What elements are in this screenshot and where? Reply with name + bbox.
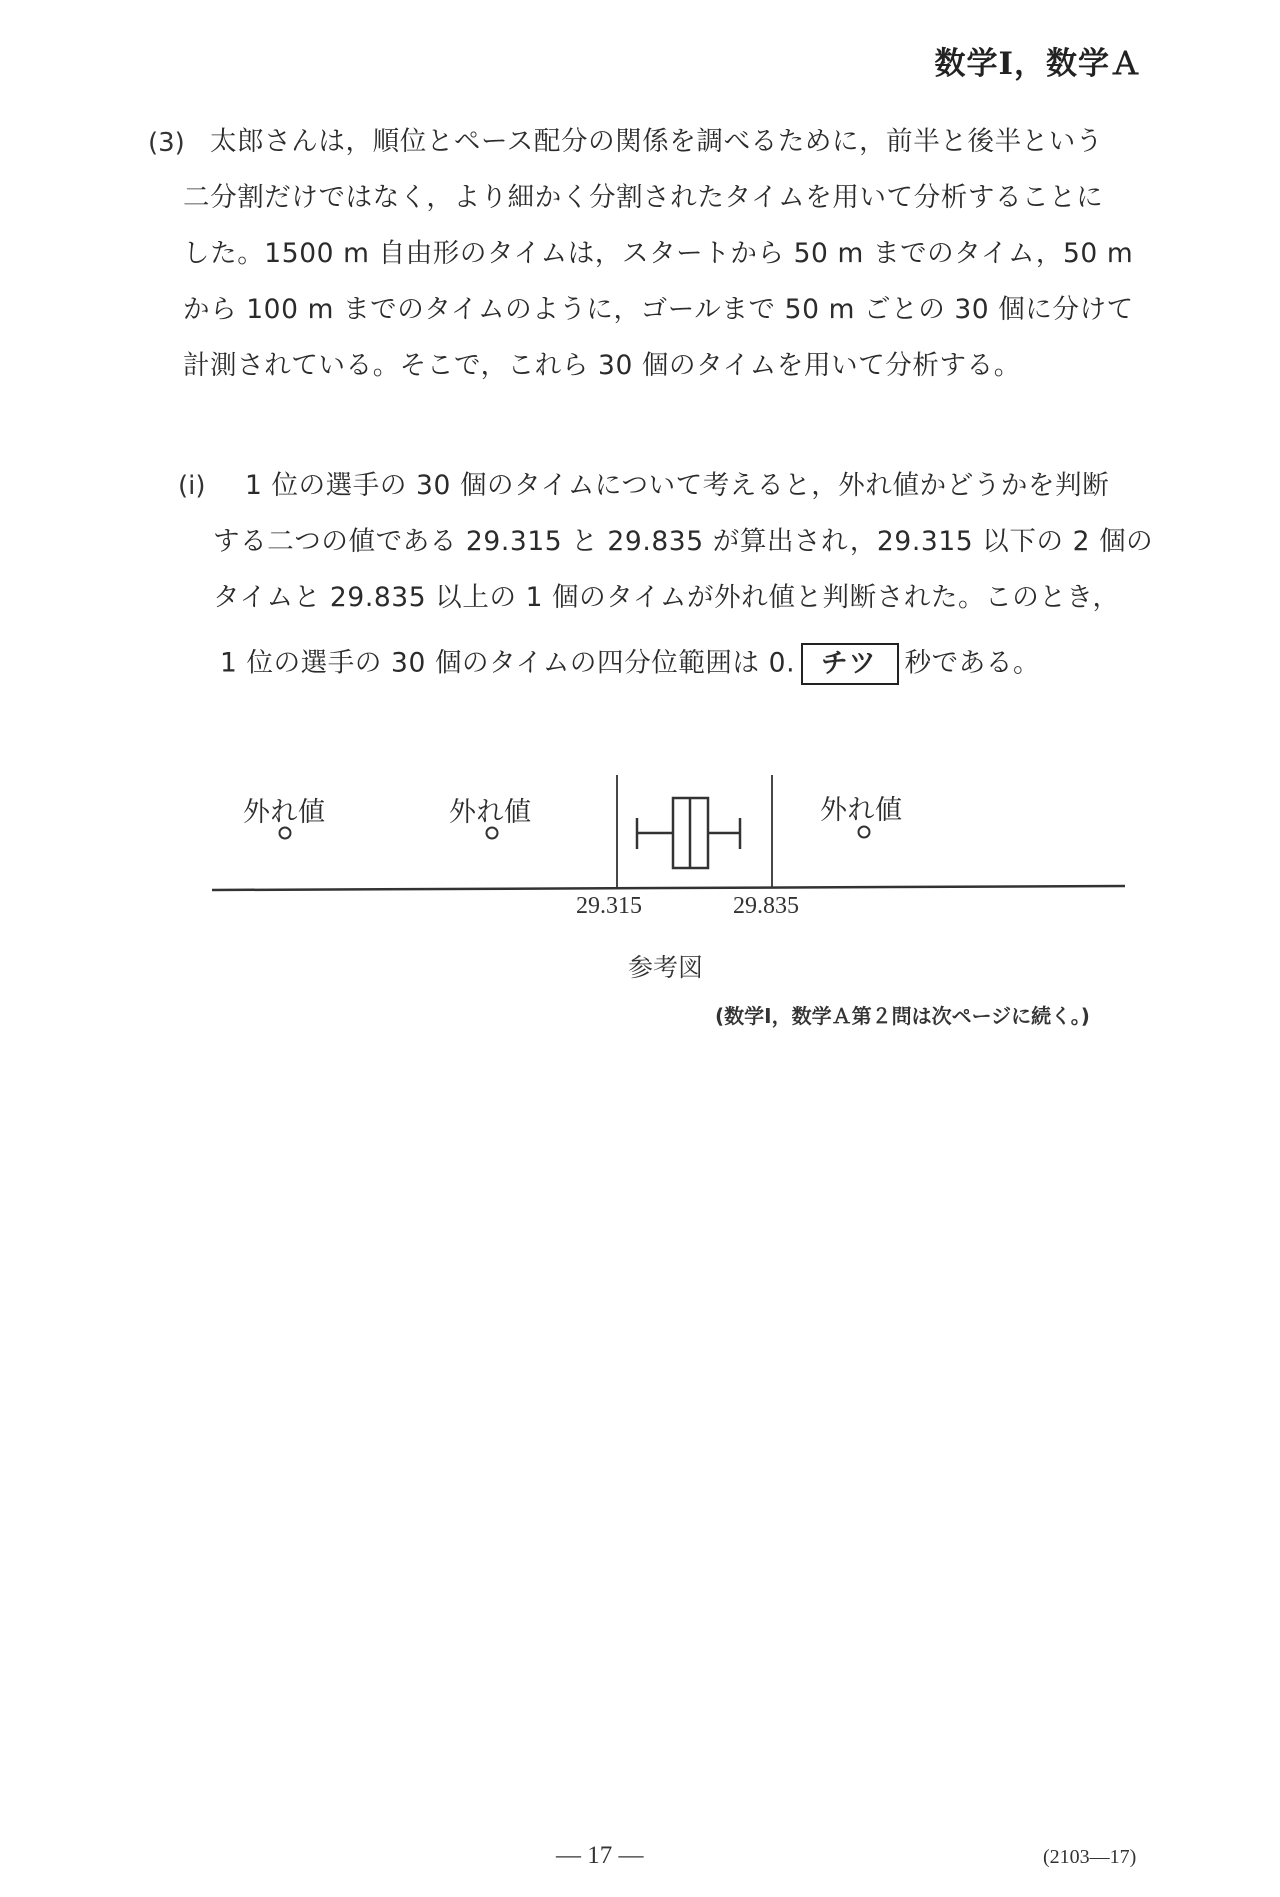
- subproblem-line-2: する二つの値である 29.315 と 29.835 が算出され，29.315 以下の 2 個の: [213, 526, 1154, 557]
- problem-marker: (3): [148, 128, 185, 158]
- lower-bound-label: 29.315: [576, 893, 642, 919]
- number-line-axis: [212, 886, 1125, 890]
- iqr-question-text: 1 位の選手の 30 個のタイムの四分位範囲は 0.: [220, 647, 796, 679]
- exam-code: (2103―17): [1043, 1846, 1137, 1868]
- problem-line-3: した。1500 m 自由形のタイムは，スタートから 50 m までのタイム，50 m: [183, 238, 1134, 269]
- problem-line-2: 二分割だけではなく，より細かく分割されたタイムを用いて分析することに: [183, 182, 1104, 213]
- iqr-question-suffix: 秒である。: [904, 647, 1041, 679]
- figure-caption: 参考図: [628, 953, 704, 982]
- problem-line-5: 計測されている。そこで，これら 30 個のタイムを用いて分析する。: [183, 350, 1021, 381]
- subproblem-line-3: タイムと 29.835 以上の 1 個のタイムが外れ値と判断された。このとき，: [213, 582, 1120, 613]
- outlier-point-2: [487, 828, 498, 839]
- problem-line-1: 太郎さんは，順位とペース配分の関係を調べるために，前半と後半という: [210, 126, 1103, 157]
- continue-note: (数学Ⅰ，数学Ａ第２問は次ページに続く。): [715, 1004, 1090, 1028]
- outlier-label-1: 外れ値: [243, 797, 326, 828]
- page-number: ― 17 ―: [556, 1842, 644, 1869]
- outlier-label-2: 外れ値: [449, 797, 532, 828]
- problem-line-4: から 100 m までのタイムのように，ゴールまで 50 m ごとの 30 個に分けて: [183, 294, 1134, 325]
- subject-title: 数学Ⅰ，数学Ａ: [934, 46, 1142, 82]
- outlier-point-1: [280, 828, 291, 839]
- outlier-label-3: 外れ値: [820, 795, 903, 826]
- subproblem-marker: (i): [178, 471, 206, 501]
- subproblem-line-1: 1 位の選手の 30 個のタイムについて考えると，外れ値かどうかを判断: [245, 470, 1110, 501]
- outlier-point-3: [859, 827, 870, 838]
- answer-box-chitsu[interactable]: チツ: [801, 643, 898, 685]
- upper-bound-label: 29.835: [733, 893, 799, 919]
